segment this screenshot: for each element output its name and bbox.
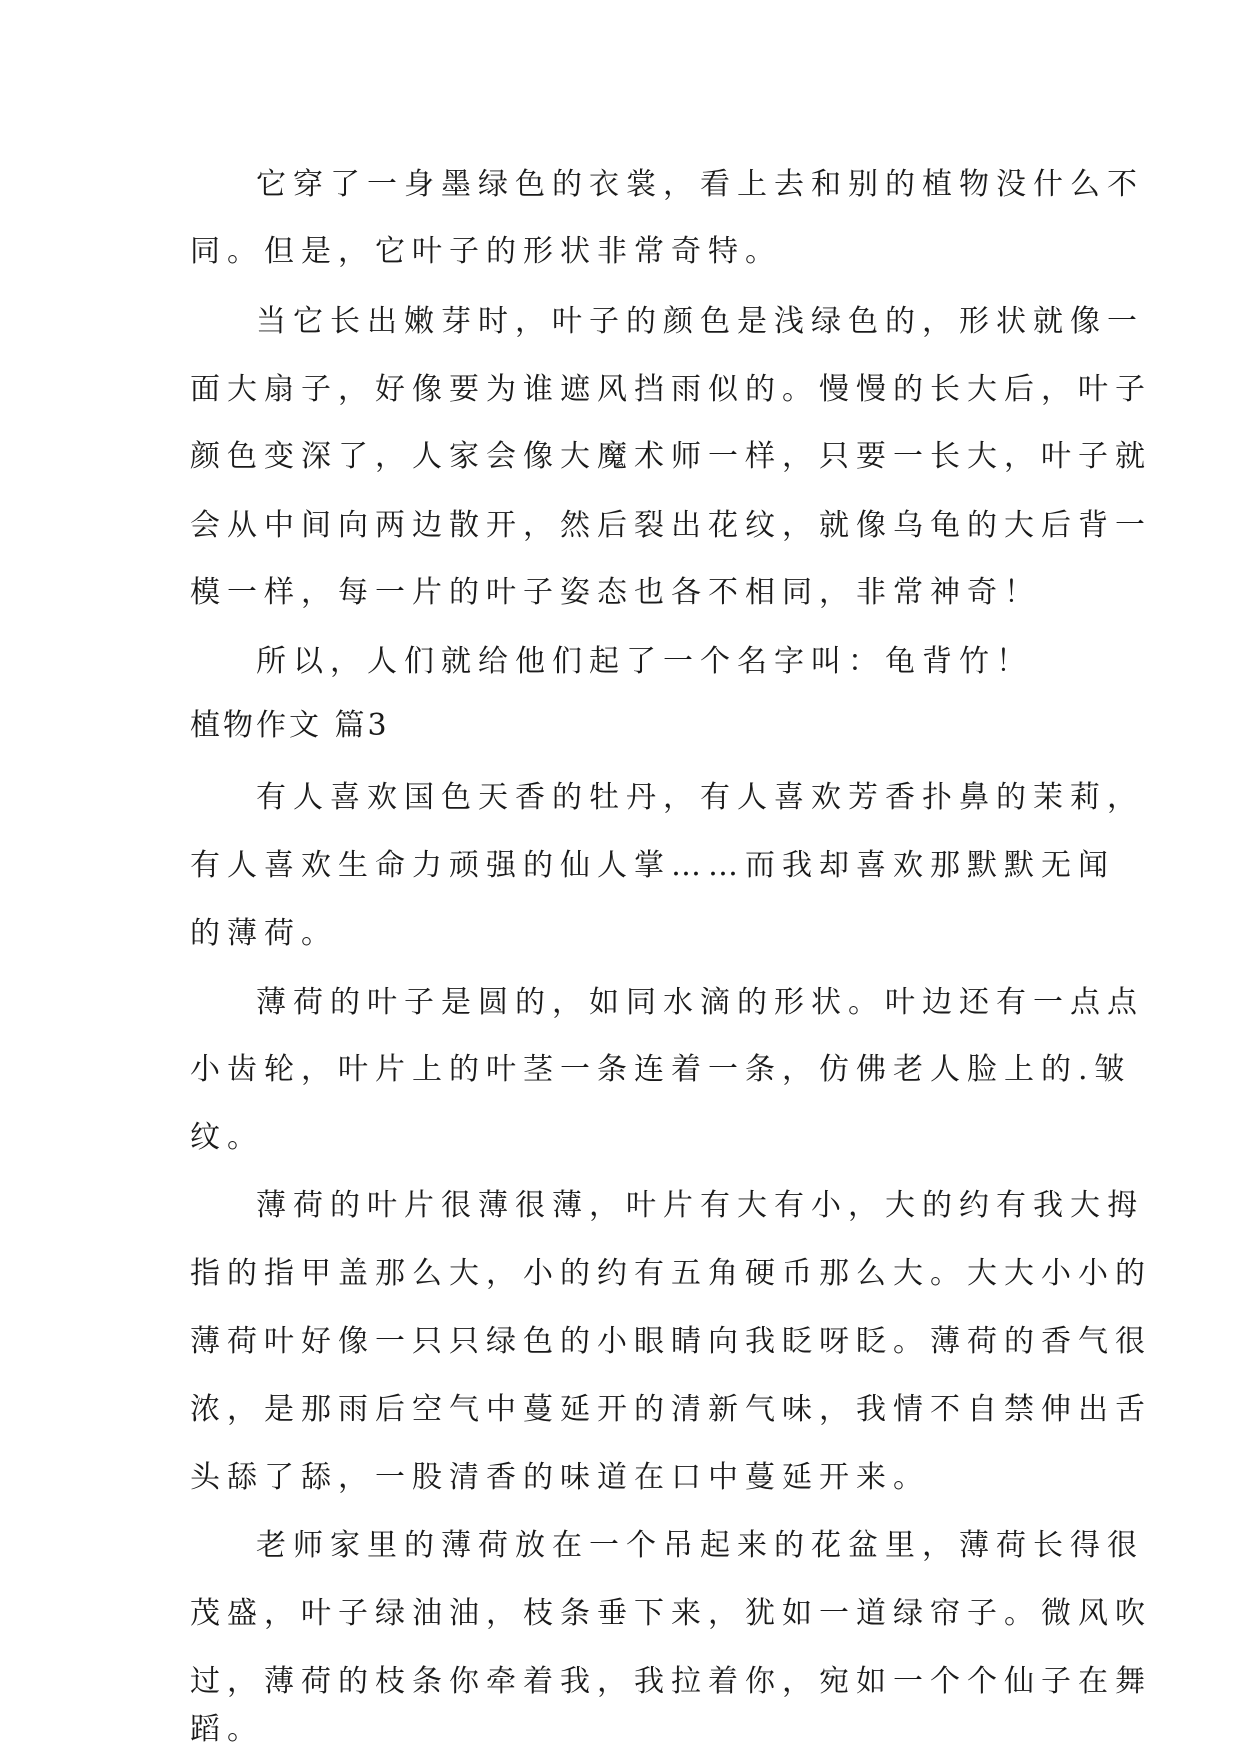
paragraph-line: 浓，是那雨后空气中蔓延开的清新气味，我情不自禁伸出舌 (190, 1392, 1152, 1427)
paragraph-line: 有人喜欢国色天香的牡丹，有人喜欢芳香扑鼻的茉莉， (256, 780, 1144, 815)
paragraph-line: 面大扇子，好像要为谁遮风挡雨似的。慢慢的长大后，叶子 (190, 372, 1152, 407)
paragraph-line: 薄荷的叶子是圆的，如同水滴的形状。叶边还有一点点 (256, 985, 1144, 1020)
paragraph-line: 当它长出嫩芽时，叶子的颜色是浅绿色的，形状就像一 (256, 304, 1144, 339)
paragraph-line: 过，薄荷的枝条你牵着我，我拉着你，宛如一个个仙子在舞 (190, 1664, 1152, 1699)
paragraph-line: 会从中间向两边散开，然后裂出花纹，就像乌龟的大后背一 (190, 508, 1152, 543)
paragraph-line: 蹈。 (190, 1712, 264, 1747)
paragraph-line: 茂盛，叶子绿油油，枝条垂下来，犹如一道绿帘子。微风吹 (190, 1596, 1152, 1631)
paragraph-line: 纹。 (190, 1120, 264, 1155)
paragraph-line: 它穿了一身墨绿色的衣裳，看上去和别的植物没什么不 (256, 167, 1144, 202)
paragraph-line: 模一样，每一片的叶子姿态也各不相同，非常神奇！ (190, 575, 1041, 610)
paragraph-line: 头舔了舔，一股清香的味道在口中蔓延开来。 (190, 1460, 930, 1495)
paragraph-line: 薄荷的叶片很薄很薄，叶片有大有小，大的约有我大拇 (256, 1188, 1144, 1223)
paragraph-line: 老师家里的薄荷放在一个吊起来的花盆里，薄荷长得很 (256, 1528, 1144, 1563)
paragraph-line: 颜色变深了，人家会像大魔术师一样，只要一长大，叶子就 (190, 439, 1152, 474)
paragraph-line: 所以，人们就给他们起了一个名字叫：龟背竹！ (256, 644, 1033, 679)
paragraph-line: 小齿轮，叶片上的叶茎一条连着一条，仿佛老人脸上的.皱 (190, 1052, 1132, 1087)
paragraph-line: 有人喜欢生命力顽强的仙人掌……而我却喜欢那默默无闻 (190, 848, 1115, 883)
paragraph-line: 同。但是，它叶子的形状非常奇特。 (190, 234, 782, 269)
paragraph-line: 的薄荷。 (190, 916, 338, 951)
paragraph-line: 薄荷叶好像一只只绿色的小眼睛向我眨呀眨。薄荷的香气很 (190, 1324, 1152, 1359)
section-heading: 植物作文 篇3 (190, 708, 390, 743)
paragraph-line: 指的指甲盖那么大，小的约有五角硬币那么大。大大小小的 (190, 1256, 1152, 1291)
